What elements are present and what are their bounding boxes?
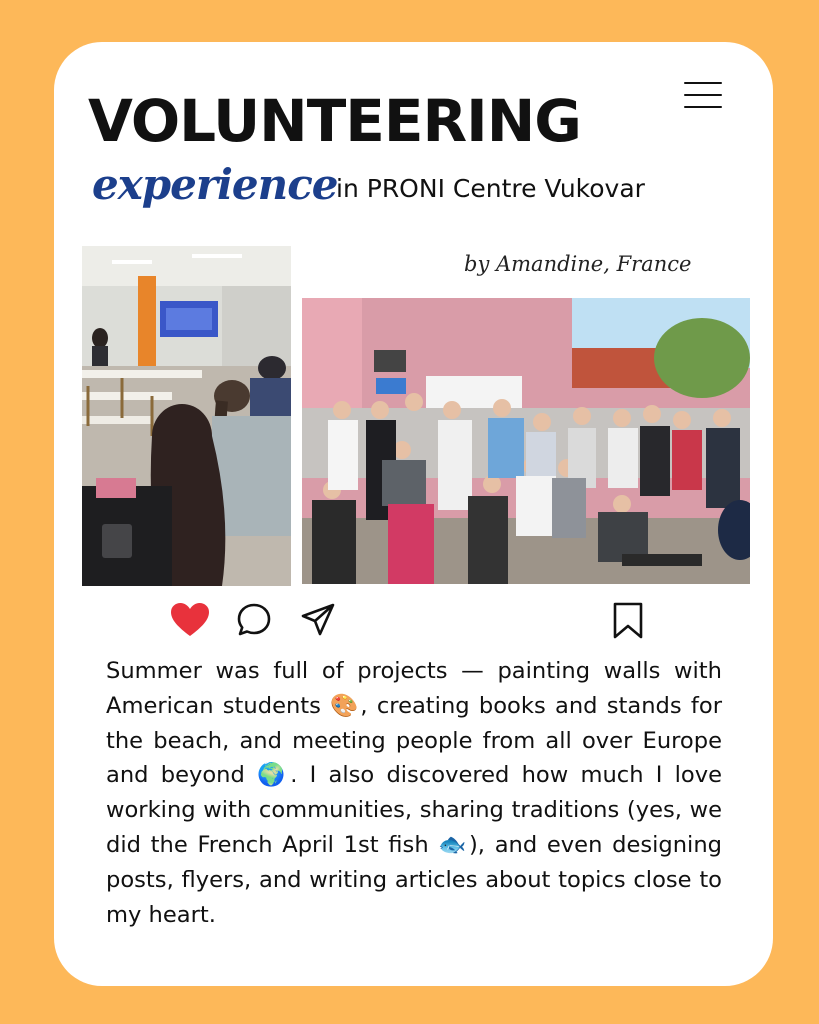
subtitle-location: in PRONI Centre Vukovar: [336, 174, 645, 203]
post-title: VOLUNTEERING: [88, 87, 581, 155]
bookmark-icon[interactable]: [612, 602, 644, 640]
comment-bubble-icon[interactable]: [236, 602, 272, 638]
hamburger-menu-icon[interactable]: [684, 82, 722, 108]
subtitle-script: experience: [92, 160, 338, 209]
post-caption: Summer was full of projects — painting walls with American students 🎨, creating books and stands for the beach, and meeting people from all over Europe and beyond 🌍. I also discovered how much I love working with communities, sharing traditions (yes, we did the French April 1st fish 🐟), and even designing posts, flyers, and writing articles about topics close to my heart.: [106, 658, 722, 928]
paper-plane-icon[interactable]: [300, 602, 336, 638]
post-actions: [54, 600, 773, 640]
group-photo: [302, 298, 750, 584]
byline: by Amandine, France: [464, 252, 692, 276]
heart-icon[interactable]: [170, 602, 210, 638]
post-card: [54, 42, 773, 986]
classroom-photo: [82, 246, 291, 586]
